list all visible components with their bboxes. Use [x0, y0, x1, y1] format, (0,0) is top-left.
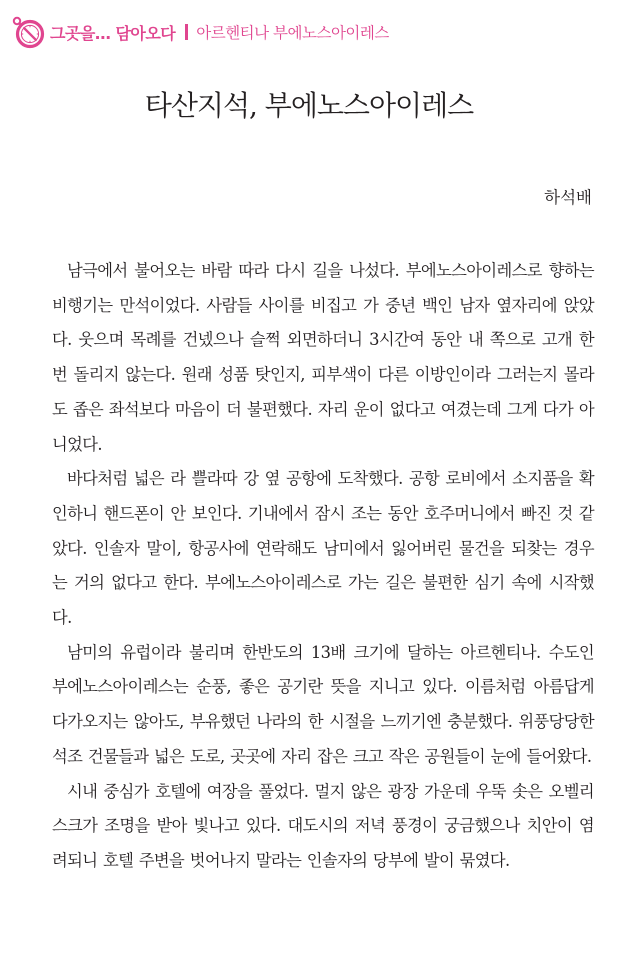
header-separator — [185, 24, 188, 40]
location-label: 아르헨티나 부에노스아이레스 — [196, 24, 389, 42]
article-paragraph: 시내 중심가 호텔에 여장을 풀었다. 멀지 않은 광장 가운데 우뚝 솟은 오벨리스크가 조명을 받아 빛나고 있다. 대도시의 저녁 풍경이 궁금했으나 치안이 염려되니 호텔 주변을 벗어나지 말라는 인솔자의 당부에 발이 묶였다. — [52, 781, 594, 870]
article-paragraph: 남극에서 불어오는 바람 따라 다시 길을 나섰다. 부에노스아이레스로 향하는 비행기는 만석이었다. 사람들 사이를 비집고 가 중년 백인 남자 옆자리에 앉았다. 웃으며 목례를 건넸으나 슬쩍 외면하더니 3시간여 동안 내 쪽으로 고개 한번 돌리지 않는다. 원래 성품 탓인지, 피부색이 다른 이방인이라 그러는지 몰라도 좁은 좌석보다 마음이 더 불편했다. 자리 운이 없다고 여겼는데 그게 다가 아니었다. — [52, 261, 594, 454]
article-body — [52, 254, 594, 879]
article-paragraph: 남미의 유럽이라 불리며 한반도의 13배 크기에 달하는 아르헨티나. 수도인 부에노스아이레스는 순풍, 좋은 공기란 뜻을 지니고 있다. 이름처럼 아름답게 다가오지는 않아도, 부유했던 나라의 한 시절을 느끼기엔 충분했다. 위풍당당한 석조 건물들과 넓은 도로, 곳곳에 자리 잡은 크고 작은 공원들이 눈에 들어왔다. — [52, 642, 594, 766]
pocket-watch-compass-icon — [10, 14, 46, 50]
article-paragraph: 바다처럼 넓은 라 쁠라따 강 옆 공항에 도착했다. 공항 로비에서 소지품을 확인하니 핸드폰이 안 보인다. 기내에서 잠시 조는 동안 호주머니에서 빠진 것 같았다. 인솔자 말이, 항공사에 연락해도 남미에서 잃어버린 물건을 되찾는 경우는 거의 없다고 한다. 부에노스아이레스로 가는 길은 불편한 심기 속에 시작했다. — [52, 469, 594, 628]
author-name: 하석배 — [544, 188, 592, 207]
series-title: 그곳을… 담아오다 — [50, 23, 176, 43]
section-header — [10, 14, 389, 50]
article-title: 타산지석, 부에노스아이레스 — [144, 89, 474, 122]
